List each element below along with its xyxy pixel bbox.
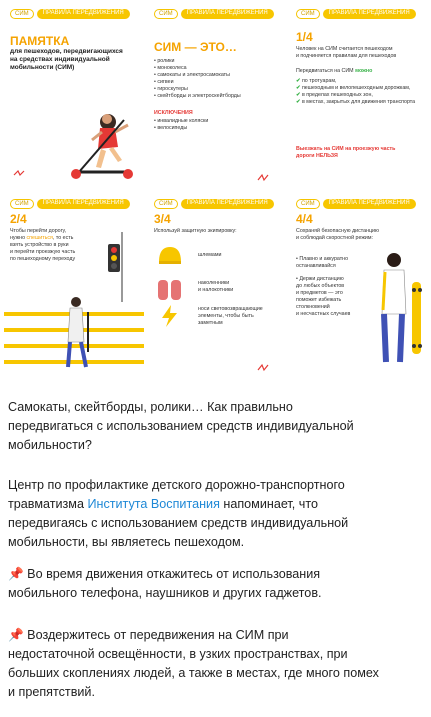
tag-rules: ПРАВИЛА ПЕРЕДВИЖЕНИЯ — [37, 9, 130, 19]
list-item: • скейтборды и электроскейтборды — [154, 93, 241, 99]
pushpin-icon: 📌 — [8, 567, 24, 581]
card-title: СИМ — ЭТО… — [154, 40, 237, 54]
list-item: ✔ в пределах пешеходных зон, — [296, 92, 373, 98]
slide-card-2-of-4[interactable] — [4, 192, 144, 377]
check-icon: ✔ — [296, 78, 301, 84]
helmet-label: шлемами — [198, 252, 222, 258]
institute-link[interactable]: Института Воспитания — [87, 497, 220, 511]
card-title: 2/4 — [10, 212, 27, 226]
list-item: • моноколеса — [154, 65, 187, 71]
check-icon: ✔ — [296, 85, 301, 91]
card-title: 4/4 — [296, 212, 313, 226]
crosswalk-illustration — [4, 192, 144, 377]
allowed-label: Передвигаться на СИМ можно — [296, 68, 373, 74]
slide-card-3-of-4[interactable] — [148, 192, 288, 377]
slide-card-4-of-4[interactable] — [290, 192, 430, 377]
card-intro: Человек на СИМ считается пешеходом и подчиняется правилам для пешеходов — [296, 46, 397, 59]
post-paragraph-2: 📌 Во время движения откажитесь от использования мобильного телефона, наушников и других гаджетов. — [8, 567, 322, 600]
post-paragraph-1: Центр по профилактике детского дорожно-транспортного травматизма Института Воспитания напоминает, что передвигаясь с использованием средств индивидуальной мобильности, вы являетесь пешеходом. — [8, 478, 349, 549]
slide-card-what-is-sim[interactable] — [148, 2, 288, 187]
tag-sim: СИМ — [154, 9, 178, 19]
card-intro: Сохраняй безопасную дистанцию и соблюдай скоростной режим: — [296, 228, 379, 241]
post-paragraph-3: 📌 Воздержитесь от передвижения на СИМ при недостаточной освещённости, в узких пространствах, при больших скоплениях людей, а также в местах, где много помех и препятствий. — [8, 628, 379, 699]
card-intro: Используй защитную экипировку: — [154, 228, 237, 234]
list-item: ✔ пешеходным и велопешеходным дорожкам, — [296, 85, 411, 91]
slide-card-memo[interactable] — [4, 2, 144, 187]
helmet-icon — [156, 244, 184, 266]
post-heading: Самокаты, скейтборды, ролики… Как правильно передвигаться с использованием средств индивидуальной мобильности? — [8, 400, 354, 452]
card-title: 1/4 — [296, 30, 313, 44]
card-tags — [154, 9, 274, 19]
pushpin-icon: 📌 — [8, 628, 24, 642]
tag-sim: СИМ — [10, 199, 34, 209]
list-item: • велосипеды — [154, 125, 188, 131]
list-item: • ролики — [154, 58, 175, 64]
check-icon: ✔ — [296, 99, 301, 105]
card-text: Чтобы перейти дорогу, нужно спешиться, то есть взять устройство в руки и перейти проезжую часть по пешеходному переходу — [10, 228, 76, 262]
exceptions-list — [154, 118, 208, 132]
list-item: • гироскутеры — [154, 86, 188, 92]
card-subtitle: для пешеходов, передвигающихся на средствах индивидуальной мобильности (СИМ) — [10, 48, 123, 71]
list-item: • самокаты и электросамокаты — [154, 72, 230, 78]
warning-text: Выезжать на СИМ на проезжую часть дороги НЕЛЬЗЯ — [296, 146, 396, 159]
skateboarder-illustration — [290, 192, 430, 377]
tag-sim: СИМ — [154, 199, 178, 209]
tag-rules: ПРАВИЛА ПЕРЕДВИЖЕНИЯ — [181, 9, 274, 19]
list-item: • сигвеи — [154, 79, 174, 85]
card-tags — [154, 199, 274, 209]
allowed-list — [296, 78, 424, 106]
tag-rules: ПРАВИЛА ПЕРЕДВИЖЕНИЯ — [37, 199, 130, 209]
tag-rules: ПРАВИЛА ПЕРЕДВИЖЕНИЯ — [181, 199, 274, 209]
card-bullets: • Плавно и аккуратно останавливайся • Держи дистанцию до любых объектов и предметов — это поможет избежать столкновений и несчастных случаев — [296, 256, 351, 317]
list-item: • инвалидные коляски — [154, 118, 209, 124]
card-title: ПАМЯТКА — [10, 34, 70, 48]
logo-mark-icon — [256, 172, 276, 182]
knee-pads-icon — [156, 278, 184, 302]
tag-rules: ПРАВИЛА ПЕРЕДВИЖЕНИЯ — [323, 9, 416, 19]
sim-list — [154, 58, 241, 100]
pads-label: наколенники и налокотники — [198, 280, 234, 293]
check-icon: ✔ — [296, 92, 301, 98]
tag-sim: СИМ — [10, 9, 34, 19]
tag-sim: СИМ — [296, 199, 320, 209]
slide-card-1-of-4[interactable] — [290, 2, 430, 187]
exceptions-title: ИСКЛЮЧЕНИЯ — [154, 110, 193, 116]
logo-mark-icon — [256, 362, 276, 372]
list-item: ✔ по тротуарам, — [296, 78, 337, 84]
reflective-bolt-icon — [156, 304, 184, 328]
tag-sim: СИМ — [296, 9, 320, 19]
card-title: 3/4 — [154, 212, 171, 226]
scooter-girl-illustration — [4, 2, 144, 187]
card-tags — [296, 9, 416, 19]
reflective-label: носи световозвращающие элементы, чтобы быть заметным — [198, 306, 263, 326]
tag-rules: ПРАВИЛА ПЕРЕДВИЖЕНИЯ — [323, 199, 416, 209]
list-item: ✔ в местах, закрытых для движения транспорта — [296, 99, 416, 105]
